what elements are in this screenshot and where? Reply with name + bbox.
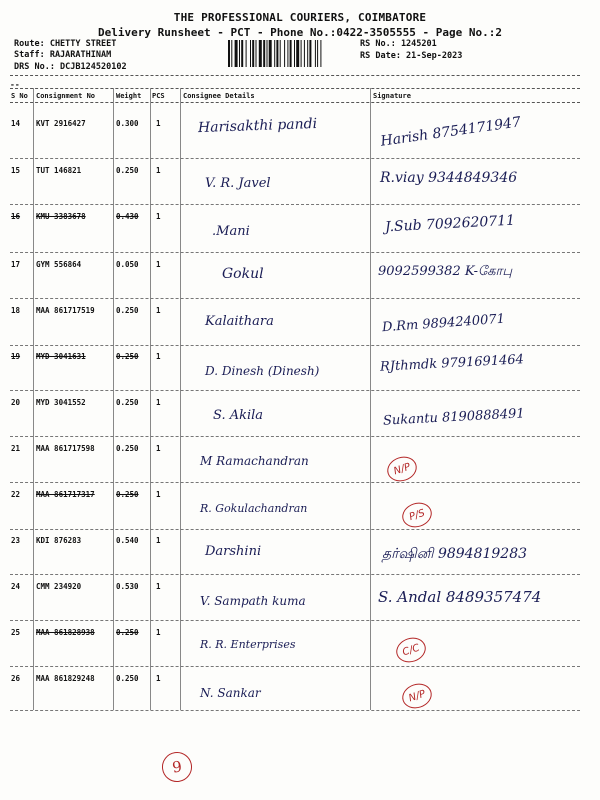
row-consignment-no: KDI 876283 <box>36 536 82 545</box>
row-signature: தர்ஷினி 9894819283 <box>382 546 528 562</box>
row-consignment-no: MYD 3041552 <box>36 398 86 407</box>
row-pcs: 1 <box>156 674 161 683</box>
row-consignee: R. Gokulachandran <box>200 502 308 515</box>
row-consignment-no: MAA 861829248 <box>36 674 95 683</box>
row-consignee: Gokul <box>222 266 264 282</box>
row-pcs: 1 <box>156 212 161 221</box>
column-header-consignee: Consignee Details <box>183 92 255 100</box>
row-divider <box>10 482 580 483</box>
row-consignee: N. Sankar <box>200 686 261 700</box>
row-weight: 0.540 <box>116 536 139 545</box>
company-name: THE PROFESSIONAL COURIERS, COIMBATORE <box>173 11 427 24</box>
column-divider <box>150 88 151 710</box>
status-stamp: P/S <box>399 499 435 531</box>
status-stamp: C/C <box>393 634 429 666</box>
status-stamp: N/P <box>384 453 420 485</box>
row-divider <box>10 252 580 253</box>
row-pcs: 1 <box>156 306 161 315</box>
header-bottom-divider <box>10 102 580 103</box>
row-divider <box>10 574 580 575</box>
row-sno: 24 <box>11 582 21 591</box>
row-consignee: Darshini <box>205 544 262 559</box>
row-consignment-no: MAA 861717317 <box>36 490 95 499</box>
row-signature: Sukantu 8190888491 <box>382 406 526 429</box>
row-weight: 0.530 <box>116 582 139 591</box>
staff-label: Staff: RAJARATHINAM <box>14 50 112 60</box>
row-consignee: R. R. Enterprises <box>200 638 296 651</box>
row-sno: 17 <box>11 260 21 269</box>
row-consignee: V. R. Javel <box>205 176 271 191</box>
row-pcs: 1 <box>156 536 161 545</box>
drs-number: DRS No.: DCJB124520102 <box>14 62 127 72</box>
rs-number: RS No.: 1245201 <box>360 39 437 49</box>
page-count-mark: 9 <box>160 750 194 784</box>
row-divider <box>10 620 580 621</box>
column-header-signature: Signature <box>373 92 411 100</box>
row-consignment-no: GYM 556864 <box>36 260 82 269</box>
row-sno: 19 <box>11 352 21 361</box>
row-consignee: M Ramachandran <box>200 454 309 468</box>
row-weight: 0.250 <box>116 166 139 175</box>
row-divider <box>10 204 580 205</box>
row-divider <box>10 436 580 437</box>
row-pcs: 1 <box>156 398 161 407</box>
row-sno: 26 <box>11 674 21 683</box>
row-pcs: 1 <box>156 352 161 361</box>
row-consignment-no: MAA 861828938 <box>36 628 95 637</box>
row-divider <box>10 298 580 299</box>
runsheet-subtitle: Delivery Runsheet - PCT - Phone No.:0422-3505555 - Page No.:2 <box>98 26 502 39</box>
route-label: Route: CHETTY STREET <box>14 39 117 49</box>
column-divider <box>180 88 181 710</box>
row-weight: 0.430 <box>116 212 139 221</box>
edge-mark: -- <box>10 80 20 89</box>
row-weight: 0.250 <box>116 444 139 453</box>
barcode <box>228 40 354 67</box>
row-pcs: 1 <box>156 260 161 269</box>
row-divider <box>10 158 580 159</box>
row-consignee: Kalaithara <box>205 314 274 329</box>
row-consignee: D. Dinesh (Dinesh) <box>205 364 320 378</box>
row-divider <box>10 390 580 391</box>
row-sno: 21 <box>11 444 21 453</box>
row-signature: R.viay 9344849346 <box>380 170 518 186</box>
row-signature: D.Rm 9894240071 <box>381 311 506 336</box>
rs-date: RS Date: 21-Sep-2023 <box>360 51 463 61</box>
row-weight: 0.250 <box>116 490 139 499</box>
top-divider <box>10 75 580 76</box>
row-consignee: Harisakthi pandi <box>197 115 318 137</box>
row-pcs: 1 <box>156 582 161 591</box>
row-signature: RJthmdk 9791691464 <box>379 352 525 375</box>
row-sno: 18 <box>11 306 21 315</box>
row-consignment-no: KVT 2916427 <box>36 119 86 128</box>
column-divider <box>370 88 371 710</box>
row-weight: 0.250 <box>116 398 139 407</box>
row-sno: 14 <box>11 119 21 128</box>
row-signature: 9092599382 K-கோபு <box>378 264 513 279</box>
row-signature: S. Andal 8489357474 <box>378 588 542 606</box>
row-weight: 0.250 <box>116 352 139 361</box>
row-divider <box>10 666 580 667</box>
row-consignment-no: MAA 861717519 <box>36 306 95 315</box>
row-weight: 0.300 <box>116 119 139 128</box>
row-consignment-no: KMU 3383678 <box>36 212 86 221</box>
table-bottom-divider <box>10 710 580 711</box>
row-pcs: 1 <box>156 119 161 128</box>
row-consignment-no: CMM 234920 <box>36 582 82 591</box>
row-consignee: S. Akila <box>213 408 264 423</box>
row-pcs: 1 <box>156 166 161 175</box>
column-header-consignment: Consignment No <box>36 92 96 100</box>
row-sno: 16 <box>11 212 21 221</box>
row-pcs: 1 <box>156 490 161 499</box>
row-sno: 20 <box>11 398 21 407</box>
column-header-sno: S No <box>11 92 28 100</box>
row-weight: 0.250 <box>116 306 139 315</box>
row-divider <box>10 345 580 346</box>
row-pcs: 1 <box>156 628 161 637</box>
row-signature: Harish 8754171947 <box>379 114 522 150</box>
column-header-pcs: PCS <box>152 92 165 100</box>
row-weight: 0.250 <box>116 628 139 637</box>
row-divider <box>10 529 580 530</box>
row-weight: 0.250 <box>116 674 139 683</box>
row-signature: J.Sub 7092620711 <box>384 212 516 236</box>
row-sno: 15 <box>11 166 21 175</box>
column-header-weight: Weight <box>116 92 142 100</box>
header-top-divider <box>10 88 580 89</box>
row-sno: 25 <box>11 628 21 637</box>
row-sno: 23 <box>11 536 21 545</box>
row-consignment-no: TUT 146821 <box>36 166 82 175</box>
row-consignment-no: MAA 861717598 <box>36 444 95 453</box>
row-pcs: 1 <box>156 444 161 453</box>
row-consignee: V. Sampath kuma <box>200 594 306 608</box>
row-consignment-no: MYD 3041631 <box>36 352 86 361</box>
column-divider <box>33 88 34 710</box>
row-weight: 0.050 <box>116 260 139 269</box>
status-stamp: N/P <box>399 680 435 712</box>
row-consignee: .Mani <box>212 224 250 239</box>
column-divider <box>113 88 114 710</box>
row-sno: 22 <box>11 490 21 499</box>
